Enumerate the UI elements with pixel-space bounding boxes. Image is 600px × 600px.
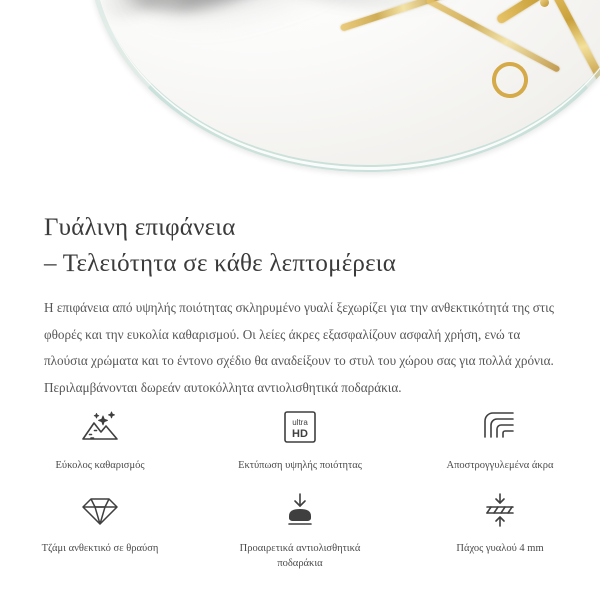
feature-item-shatter-resistant — [0, 487, 200, 571]
feature-label: Τζάμι ανθεκτικό σε θραύση — [41, 543, 159, 555]
anti-slip-pads-icon — [277, 487, 323, 533]
svg-text:HD: HD — [292, 428, 308, 440]
feature-label: Αποστρογγυλεμένα άκρα — [446, 460, 554, 471]
svg-text:ultra: ultra — [292, 418, 308, 427]
headline-line-2: – Τελειότητα σε κάθε λεπτομέρεια — [44, 249, 397, 277]
marble-glass-plate — [88, 0, 600, 172]
sparkle-cleaning-icon — [77, 404, 123, 450]
feature-item-polished-edges — [400, 404, 600, 473]
feature-label: Προαιρετικά αντιολισθητικά ποδαράκια — [239, 543, 361, 570]
gold-vein — [546, 0, 600, 91]
feature-item-glass-thickness — [400, 487, 600, 571]
gold-ring — [489, 59, 531, 101]
thickness-icon — [477, 487, 523, 533]
ultra-hd-icon — [277, 404, 323, 450]
body-paragraph: Η επιφάνεια από υψηλής ποιότητας σκληρυμένο γυαλί ξεχωρίζει για την ανθεκτικότητά της στις φθορές και την ευκολία καθαρισμού. Οι λείες άκρες εξασφαλίζουν ασφαλή χρήση, ενώ τα πλούσια χρώματα και το έντονο σχέδιο θα αναδείξουν το στυλ του χώρου σας για πολλά χρόνια. Περιλαμβάνονται δωρεάν αυτοκόλλητα αντιολισθητικά ποδαράκια. — [44, 300, 554, 395]
feature-item-anti-slip-pads — [200, 487, 400, 571]
gold-dot — [540, 0, 549, 7]
feature-label: Πάχος γυαλού 4 mm — [456, 543, 544, 555]
page-title — [44, 210, 556, 281]
feature-grid — [0, 404, 600, 572]
feature-item-easy-cleaning — [0, 404, 200, 473]
feature-label: Εκτύπωση υψηλής ποιότητας — [238, 460, 362, 471]
feature-label: Εύκολος καθαρισμός — [55, 460, 145, 471]
content-block — [0, 196, 600, 402]
hero-image — [0, 0, 600, 196]
polished-edges-icon — [477, 404, 523, 450]
feature-item-ultra-hd-print — [200, 404, 400, 473]
diamond-icon — [77, 487, 123, 533]
headline-line-1: Γυάλινη επιφάνεια — [44, 214, 236, 241]
gold-vein — [425, 0, 560, 73]
